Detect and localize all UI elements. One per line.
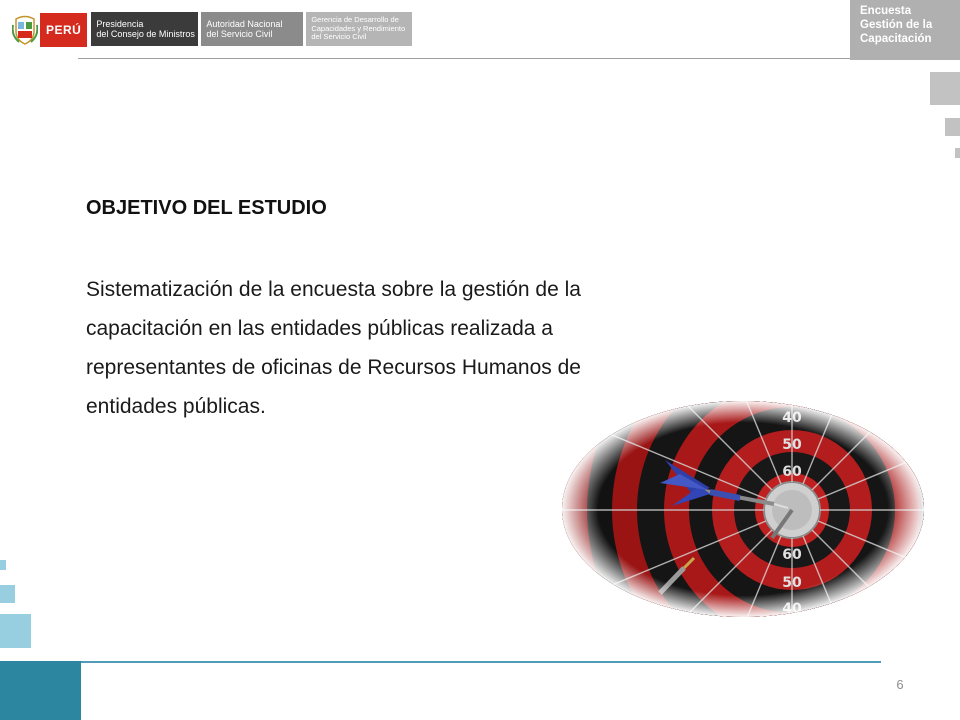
objective-line-4: entidades públicas. (86, 395, 266, 418)
coat-of-arms-icon (10, 12, 40, 48)
dartboard-image (560, 398, 926, 620)
entity-gerencia-line-1: Gerencia de Desarrollo de (311, 15, 399, 25)
survey-tag (850, 0, 960, 60)
objective-line-3: representantes de oficinas de Recursos Humanos de (86, 356, 581, 379)
survey-tag-line-2: Gestión de la (860, 19, 933, 31)
objective-line-1: Sistematización de la encuesta sobre la gestión de la (86, 278, 581, 301)
header-logos (10, 12, 415, 48)
decorative-blue-square-small (0, 560, 6, 570)
footer-divider (81, 661, 881, 663)
entity-gerencia-line-2: Capacidades y Rendimiento (311, 23, 406, 33)
objective-line-2: capacitación en las entidades públicas realizada a (86, 317, 553, 340)
header-divider (78, 58, 850, 59)
survey-tag-line-1: Encuesta (860, 5, 912, 17)
entity-gerencia-line-3: del Servicio Civil (311, 32, 367, 42)
decorative-gray-square-large (930, 72, 960, 105)
entity-servir-line-1: Autoridad Nacional (206, 19, 283, 29)
decorative-blue-square-large (0, 614, 31, 648)
entity-servir-logo (201, 12, 303, 46)
section-title: OBJETIVO DEL ESTUDIO (86, 197, 327, 219)
survey-tag-line-3: Capacitación (860, 33, 932, 45)
decorative-gray-square-small (955, 148, 960, 158)
entity-pcm-logo (91, 12, 198, 46)
entity-pcm-line-1: Presidencia (96, 19, 144, 29)
decorative-gray-square-medium (945, 118, 960, 136)
entity-servir-line-2: del Servicio Civil (206, 29, 273, 39)
entity-gerencia-logo (306, 12, 412, 46)
country-label: PERÚ (40, 13, 87, 47)
peru-logo (10, 12, 87, 48)
entity-pcm-line-2: del Consejo de Ministros (96, 29, 195, 39)
page-number: 6 (896, 677, 904, 692)
footer-accent-block (0, 661, 81, 720)
decorative-blue-square-medium (0, 585, 15, 603)
